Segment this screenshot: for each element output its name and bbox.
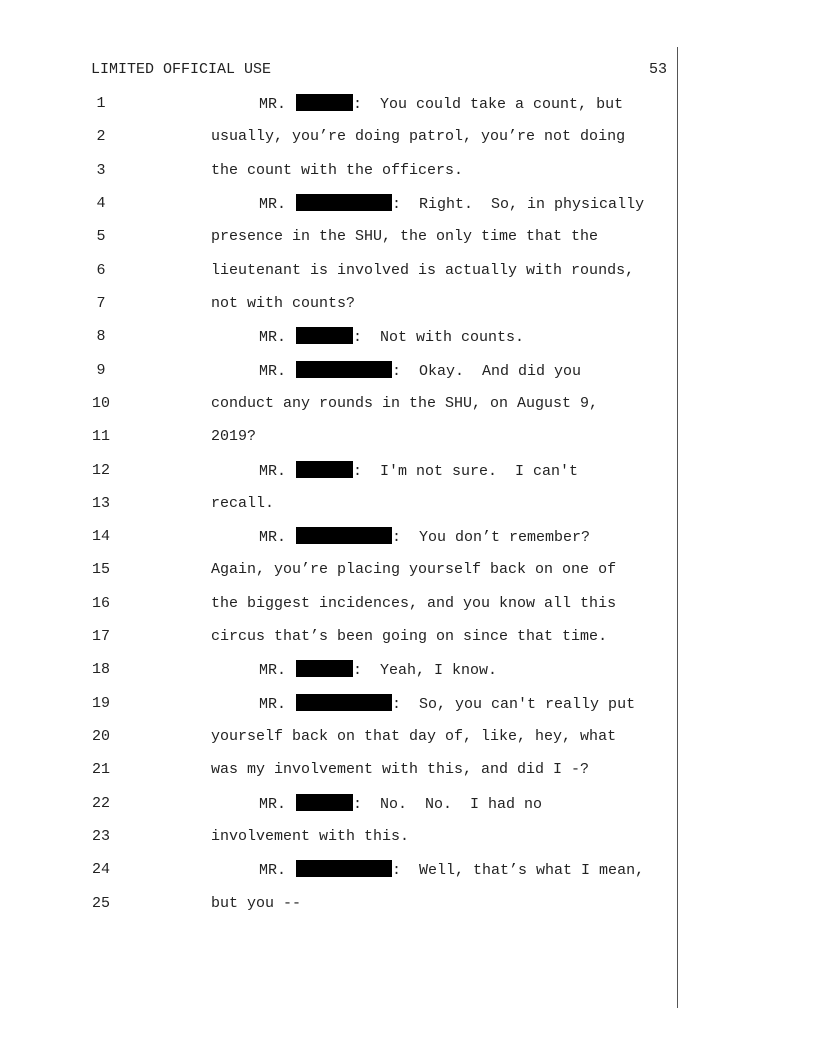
- line-number: 15: [91, 561, 110, 579]
- speaker-colon: :: [392, 195, 420, 213]
- line-number: 4: [96, 194, 106, 212]
- redaction-box: [296, 860, 392, 877]
- speaker-colon: :: [353, 329, 381, 347]
- line-number: 24: [91, 861, 110, 879]
- speaker-line-text: [259, 327, 524, 348]
- body-line-text: yourself back on that day of, like, hey, what: [211, 728, 617, 746]
- transcript-line: [0, 894, 816, 914]
- transcript-line: [0, 494, 816, 514]
- page-number: 53: [648, 61, 667, 78]
- speaker-colon: :: [353, 662, 381, 680]
- line-number: 19: [91, 694, 110, 712]
- speaker-prefix: MR.: [259, 329, 287, 347]
- line-number: 8: [96, 328, 106, 346]
- transcript-line: [0, 827, 816, 847]
- transcript-line: [0, 461, 816, 481]
- line-number: 21: [91, 761, 110, 779]
- line-number: 11: [91, 428, 110, 446]
- speaker-line-text: [259, 361, 581, 382]
- speaker-prefix: MR.: [259, 195, 287, 213]
- body-line-text: lieutenant is involved is actually with rounds,: [211, 261, 635, 279]
- speaker-line-text: [259, 794, 542, 815]
- transcript-line: [0, 394, 816, 414]
- transcript-line: [0, 94, 816, 114]
- transcript-line: [0, 361, 816, 381]
- redaction-box: [296, 327, 353, 344]
- line-number: 1: [96, 95, 106, 112]
- body-line-text: the count with the officers.: [211, 161, 464, 179]
- transcript-line: [0, 527, 816, 547]
- line-number: 12: [91, 461, 110, 479]
- speaker-line-text: [259, 194, 644, 215]
- speech-text: Well, that’s what I mean,: [419, 862, 645, 880]
- body-line-text: usually, you’re doing patrol, you’re not doing: [211, 128, 626, 146]
- speaker-line-text: [259, 461, 578, 482]
- redaction-box: [296, 794, 353, 811]
- redaction-box: [296, 361, 392, 378]
- transcript-line: [0, 127, 816, 147]
- line-number: 23: [91, 828, 110, 846]
- redaction-box: [296, 94, 353, 111]
- speech-text: No. No. I had no: [380, 795, 543, 813]
- speaker-line-text: [259, 860, 644, 881]
- transcript-line: [0, 261, 816, 281]
- speech-text: Okay. And did you: [419, 362, 582, 380]
- transcript-line: [0, 560, 816, 580]
- speaker-colon: :: [392, 529, 420, 547]
- body-line-text: presence in the SHU, the only time that the: [211, 228, 599, 246]
- redaction-box: [296, 527, 392, 544]
- transcript-line: [0, 427, 816, 447]
- transcript-line: [0, 594, 816, 614]
- speaker-prefix: MR.: [259, 96, 287, 113]
- line-number: 13: [91, 494, 110, 512]
- transcript-line: [0, 227, 816, 247]
- speaker-prefix: MR.: [259, 462, 287, 480]
- body-line-text: but you --: [211, 894, 302, 912]
- transcript-line: [0, 627, 816, 647]
- body-line-text: the biggest incidences, and you know all this: [211, 594, 617, 612]
- redaction-box: [296, 660, 353, 677]
- speaker-prefix: MR.: [259, 529, 287, 547]
- line-number: 10: [91, 394, 110, 412]
- line-number: 22: [91, 794, 110, 812]
- line-number: 17: [91, 628, 110, 646]
- line-number: 18: [91, 661, 110, 679]
- transcript-line: [0, 794, 816, 814]
- speaker-line-text: [259, 94, 623, 115]
- body-line-text: recall.: [211, 494, 275, 512]
- speaker-line-text: [259, 527, 590, 548]
- line-number: 16: [91, 594, 110, 612]
- speaker-colon: :: [392, 695, 420, 713]
- transcript-line: [0, 161, 816, 181]
- speaker-prefix: MR.: [259, 695, 287, 713]
- transcript-line: [0, 327, 816, 347]
- line-number: 6: [96, 261, 106, 279]
- speech-text: Yeah, I know.: [380, 662, 498, 680]
- body-line-text: was my involvement with this, and did I -?: [211, 761, 590, 779]
- speech-text: So, you can't really put: [419, 695, 636, 713]
- line-number: 20: [91, 728, 110, 746]
- line-number: 14: [91, 528, 110, 546]
- body-line-text: circus that’s been going on since that time.: [211, 628, 608, 646]
- line-number: 25: [91, 894, 110, 912]
- transcript-line: [0, 194, 816, 214]
- speaker-colon: :: [392, 362, 420, 380]
- redaction-box: [296, 194, 392, 211]
- transcript-line: [0, 294, 816, 314]
- line-number: 9: [96, 361, 106, 379]
- speech-text: You don’t remember?: [419, 529, 591, 547]
- line-number: 2: [96, 128, 106, 146]
- speech-text: You could take a count, but: [380, 96, 624, 113]
- body-line-text: 2019?: [211, 428, 257, 446]
- body-line-text: Again, you’re placing yourself back on one of: [211, 561, 617, 579]
- speaker-prefix: MR.: [259, 795, 287, 813]
- speaker-colon: :: [353, 462, 381, 480]
- redaction-box: [296, 461, 353, 478]
- transcript-line: [0, 860, 816, 880]
- speech-text: Right. So, in physically: [419, 195, 645, 213]
- speaker-prefix: MR.: [259, 862, 287, 880]
- speaker-prefix: MR.: [259, 362, 287, 380]
- body-line-text: not with counts?: [211, 294, 356, 312]
- transcript-line: [0, 760, 816, 780]
- body-line-text: involvement with this.: [211, 828, 410, 846]
- line-number: 3: [96, 161, 106, 179]
- transcript-line: [0, 694, 816, 714]
- transcript-line: [0, 660, 816, 680]
- transcript-line: [0, 727, 816, 747]
- header-classification: LIMITED OFFICIAL USE: [91, 61, 272, 78]
- speech-text: I'm not sure. I can't: [380, 462, 579, 480]
- speaker-colon: :: [353, 96, 381, 113]
- line-number: 7: [96, 294, 106, 312]
- speaker-line-text: [259, 694, 635, 715]
- speaker-colon: :: [392, 862, 420, 880]
- speaker-line-text: [259, 660, 497, 681]
- body-line-text: conduct any rounds in the SHU, on August 9,: [211, 394, 599, 412]
- speech-text: Not with counts.: [380, 329, 525, 347]
- redaction-box: [296, 694, 392, 711]
- speaker-colon: :: [353, 795, 381, 813]
- line-number: 5: [96, 228, 106, 246]
- speaker-prefix: MR.: [259, 662, 287, 680]
